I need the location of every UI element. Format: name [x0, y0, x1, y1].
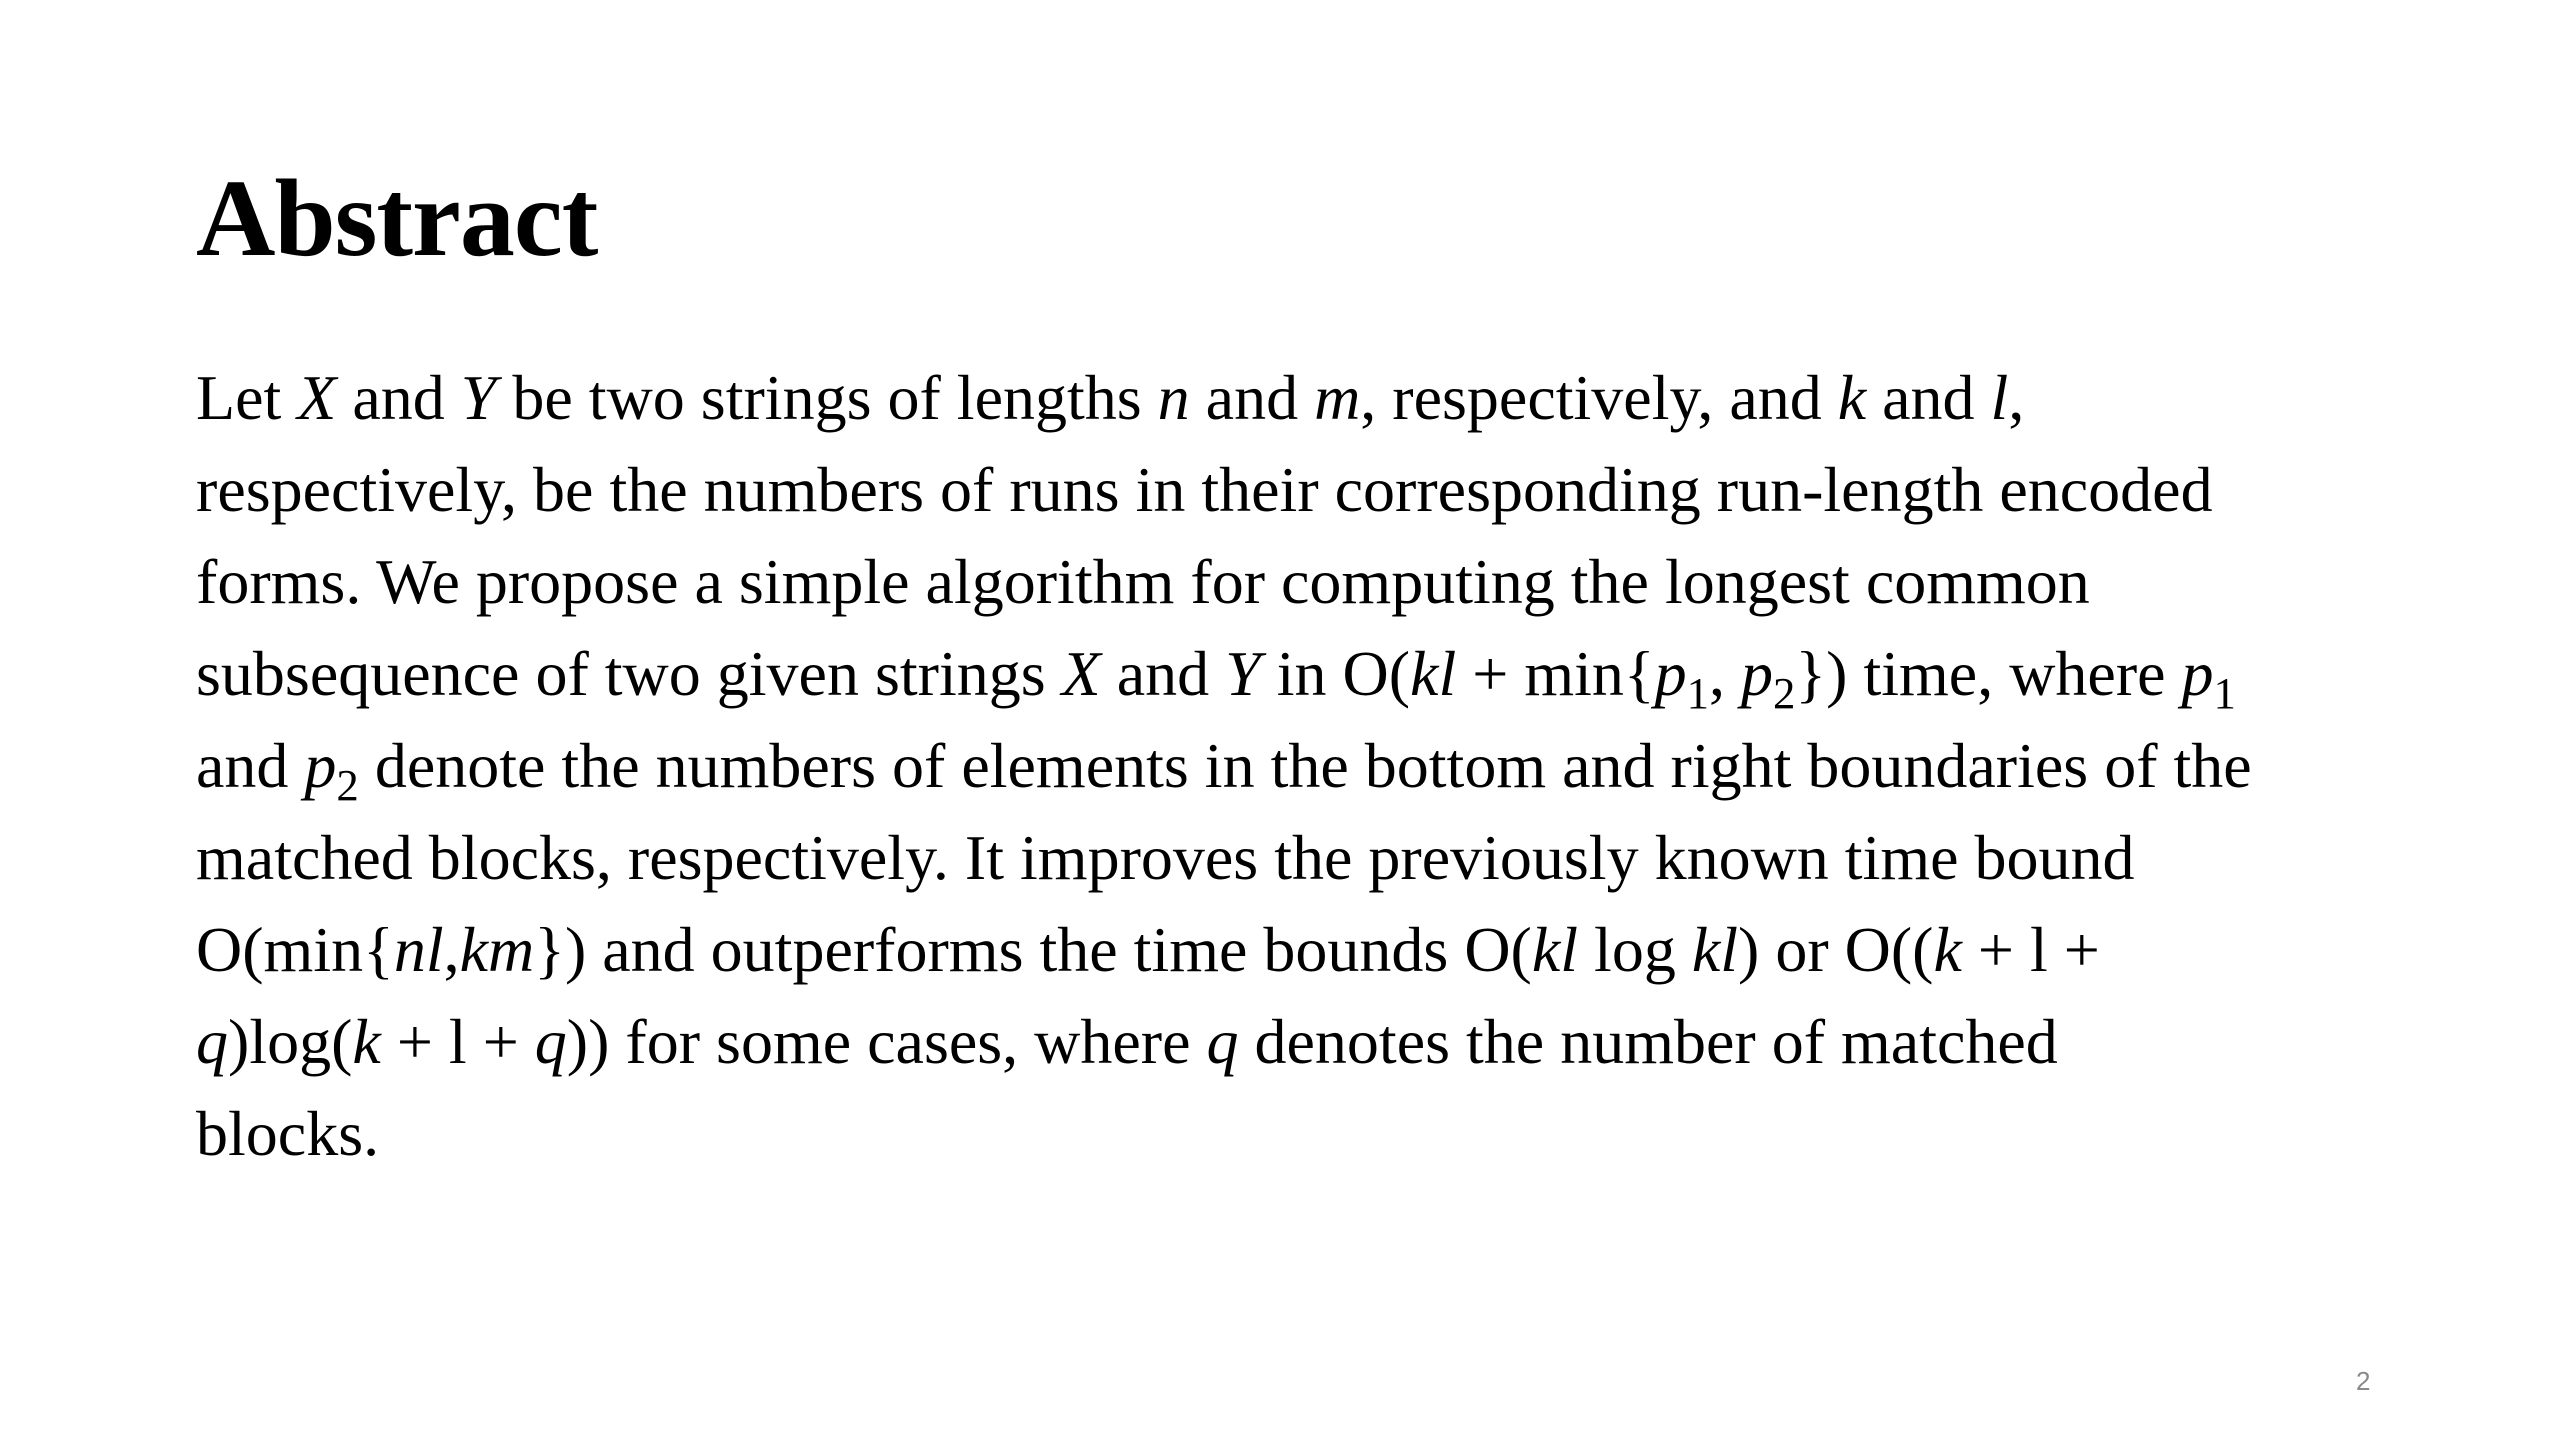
- abstract-line-1: Let X and Y be two strings of lengths n and m, respectively, and k and l,: [196, 362, 2025, 433]
- abstract-line-6: matched blocks, respectively. It improves the previously known time bound: [196, 822, 2135, 893]
- abstract-line-8: q)log(k + l + q)) for some cases, where q denotes the number of matched: [196, 1006, 2058, 1077]
- abstract-line-9: blocks.: [196, 1098, 380, 1169]
- abstract-text: [196, 352, 2496, 1180]
- abstract-line-2: respectively, be the numbers of runs in their corresponding run-length encoded: [196, 454, 2213, 525]
- abstract-line-4: subsequence of two given strings X and Y in $O(kl + \min\{p_1$, $p_2$}) time, where $p_1$: [196, 638, 2236, 718]
- abstract-line-5: and $p_2$ denote the numbers of elements in the bottom and right boundaries of the: [196, 730, 2252, 810]
- abstract-line-7: O(min{nl,km}) and outperforms the time bounds O(kl log kl) or O((k + l +: [196, 914, 2100, 985]
- abstract-line-3: forms. We propose a simple algorithm for computing the longest common: [196, 546, 2090, 617]
- slide-title: Abstract: [196, 157, 598, 279]
- page-number: 2: [2356, 1366, 2371, 1396]
